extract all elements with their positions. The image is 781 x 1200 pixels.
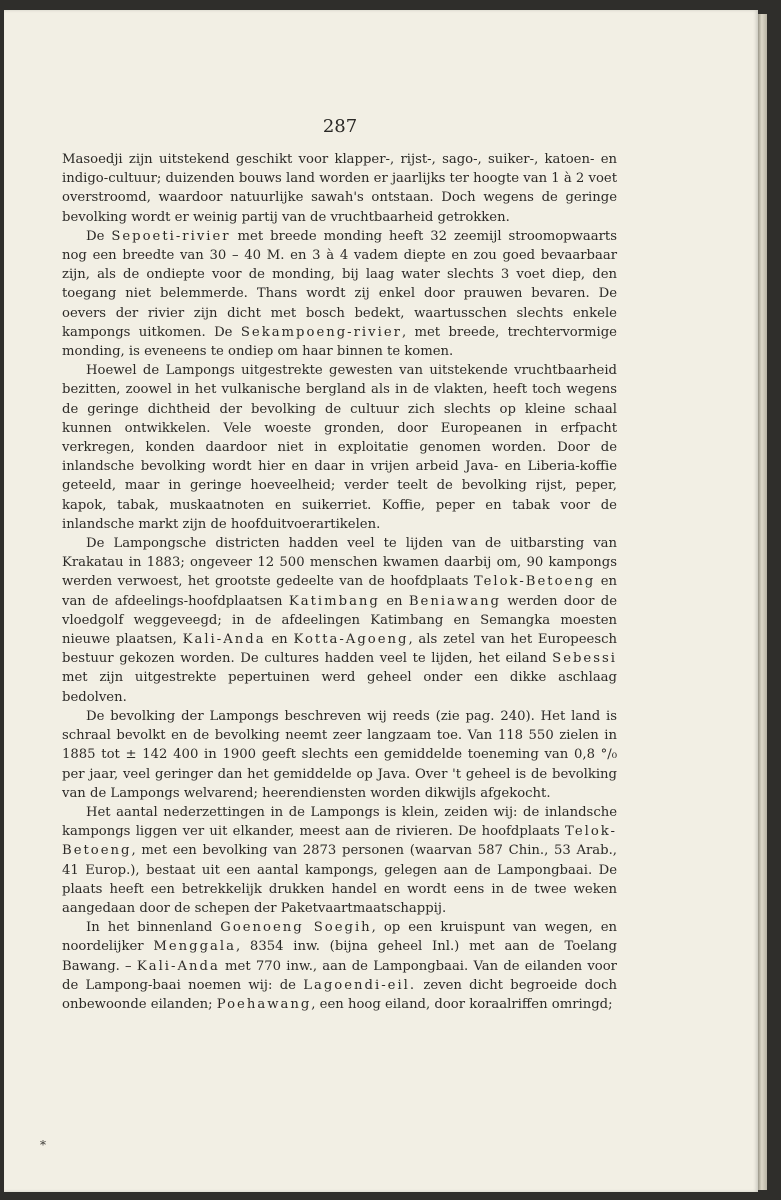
text-segment: werden door de vloedgolf weggeveegd; in de afdeelingen Katimbang en Semangka moesten nieuwe plaatsen, bbox=[62, 593, 617, 648]
paragraph bbox=[62, 150, 617, 227]
text-segment: met zijn uitgestrekte pepertuinen werd geheel onder een dikke aschlaag bedolven. bbox=[62, 670, 617, 705]
place-name: Poehawang bbox=[216, 996, 312, 1012]
text-segment: Masoedji zijn uitstekend geschikt voor klapper-, rijst-, sago-, suiker-, katoen- en indigo-cultuur; duizenden bouws land worden er jaarlijks ter hoogte van 1 à 2 voet overstroomd, waardoor natuurlijke sawah's ontstaan. Doch wegens de geringe bevolking wordt er weinig partij van de vruchtbaarheid getrokken. bbox=[62, 152, 617, 225]
text-segment: Het aantal nederzettingen in de Lampongs is klein, zeiden wij: de inlandsche kampongs liggen ver uit elkander, meest aan de rivieren. De hoofdplaats bbox=[62, 804, 617, 840]
place-name: Kali-Anda bbox=[182, 632, 266, 648]
place-name: Beniawang bbox=[408, 593, 501, 609]
place-name: Telok-Betoeng bbox=[473, 574, 596, 590]
text-segment: Hoewel de Lampongs uitgestrekte gewesten van uitstekende vruchtbaarheid bezitten, zoowel in het vulkanische bergland als in de vlakten, heeft toch wegens de geringe dichtheid der bevolking de cultuur zich slechts op kleine schaal kunnen ontwikkelen. Vele woeste gronden, door Europeanen in erfpacht verkregen, konden daardoor niet in exploitatie genomen worden. Door de inlandsche bevolking wordt hier en daar in vrijen arbeid Java- en Liberia-koffie geteeld, maar in geringe hoeveelheid; verder teelt de bevolking rijst, peper, kapok, tabak, muskaatnoten en suikerriet. Koffie, peper en tabak voor de inlandsche markt zijn de hoofduitvoerartikelen. bbox=[62, 363, 617, 532]
place-name: Katimbang bbox=[288, 593, 380, 609]
text-segment: zeven dicht begroeide doch onbewoonde eilanden; bbox=[62, 977, 617, 1012]
paragraph bbox=[62, 534, 617, 707]
place-name: Sepoeti-rivier bbox=[111, 228, 231, 244]
place-name: Lagoendi-eil. bbox=[303, 977, 417, 993]
place-name: Kali-Anda bbox=[136, 958, 220, 974]
place-name: Telok-Betoeng bbox=[62, 824, 617, 859]
corner-mark: * bbox=[40, 1138, 46, 1152]
page-number: 287 bbox=[322, 116, 358, 137]
page-edge bbox=[758, 14, 767, 1190]
text-segment: , een hoog eiland, door koraalriffen omringd; bbox=[311, 996, 613, 1012]
text-segment: met breede monding heeft 32 zeemijl stroomopwaarts nog een breedte van 30 – 40 M. en 3 à 4 vadem diepte en zou goed bevaarbaar zijn, als de ondiepte voor de monding, bij laag water slechts 3 voet diep, den toegang niet belemmerde. Thans wordt zij enkel door prauwen bevaren. De oevers der rivier zijn dicht met bosch bedekt, waartusschen slechts enkele kampongs uitkomen. De bbox=[62, 228, 617, 340]
text-segment: , met een bevolking van 2873 personen (waarvan 587 Chin., 53 Arab., 41 Europ.), bestaat uit een aantal kampongs, gelegen aan de Lampongbaai. De plaats heeft een betrekkelijk drukken handel en wordt eens in de twee weken aangedaan door de schepen der Paketvaartmaatschappij. bbox=[62, 843, 617, 916]
paragraph bbox=[62, 803, 617, 918]
text-segment: en van de afdeelings-hoofdplaatsen bbox=[62, 574, 618, 609]
text-segment: en bbox=[265, 632, 294, 648]
text-segment: In het binnenland bbox=[86, 920, 221, 936]
text-segment: met 770 inw., aan de Lampongbaai. Van de eilanden voor de Lampong-baai noemen wij: de bbox=[62, 958, 617, 993]
place-name: Sekampoeng-rivier bbox=[240, 324, 402, 340]
text-segment: en bbox=[379, 593, 409, 609]
text-segment: De bevolking der Lampongs beschreven wij reeds (zie pag. 240). Het land is schraal bevolkt en de bevolking neemt zeer langzaam toe. Van 118 550 zielen in 1885 tot ± 142 400 in 1900 geeft slechts een gemiddelde toeneming van 0,8 °/₀ per jaar, veel geringer dan het gemiddelde op Java. Over 't geheel is de bevolking van de Lampongs welvarend; heerendiensten worden dikwijls afgekocht. bbox=[62, 708, 617, 801]
text-segment: , met breede, trechtervormige monding, is eveneens te ondiep om haar binnen te komen. bbox=[62, 324, 617, 360]
place-name: Kotta-Agoeng bbox=[293, 632, 409, 648]
text-segment: , 8354 inw. (bijna geheel Inl.) met aan de Toelang Bawang. – bbox=[62, 939, 617, 974]
paragraph bbox=[62, 227, 617, 361]
text-segment: De Lampongsche districten hadden veel te lijden van de uitbarsting van Krakatau in 1883; ongeveer 12 500 menschen kwamen daarbij om, 90 kampongs werden verwoest, het grootste gedeelte van de hoofdplaats bbox=[62, 536, 617, 590]
place-name: Sebessi bbox=[552, 651, 617, 667]
paragraph bbox=[62, 918, 617, 1014]
paragraph bbox=[62, 707, 617, 803]
text-segment: De bbox=[86, 228, 112, 244]
text-segment: , op een kruispunt van wegen, en noordelijker bbox=[62, 920, 617, 955]
place-name: Menggala bbox=[153, 939, 236, 955]
body-text bbox=[62, 150, 617, 1014]
place-name: Goenoeng Soegih bbox=[220, 920, 372, 936]
text-segment: , als zetel van het Europeesch bestuur gekozen worden. De cultures hadden veel te lijden, het eiland bbox=[62, 632, 617, 667]
paragraph bbox=[62, 361, 617, 534]
